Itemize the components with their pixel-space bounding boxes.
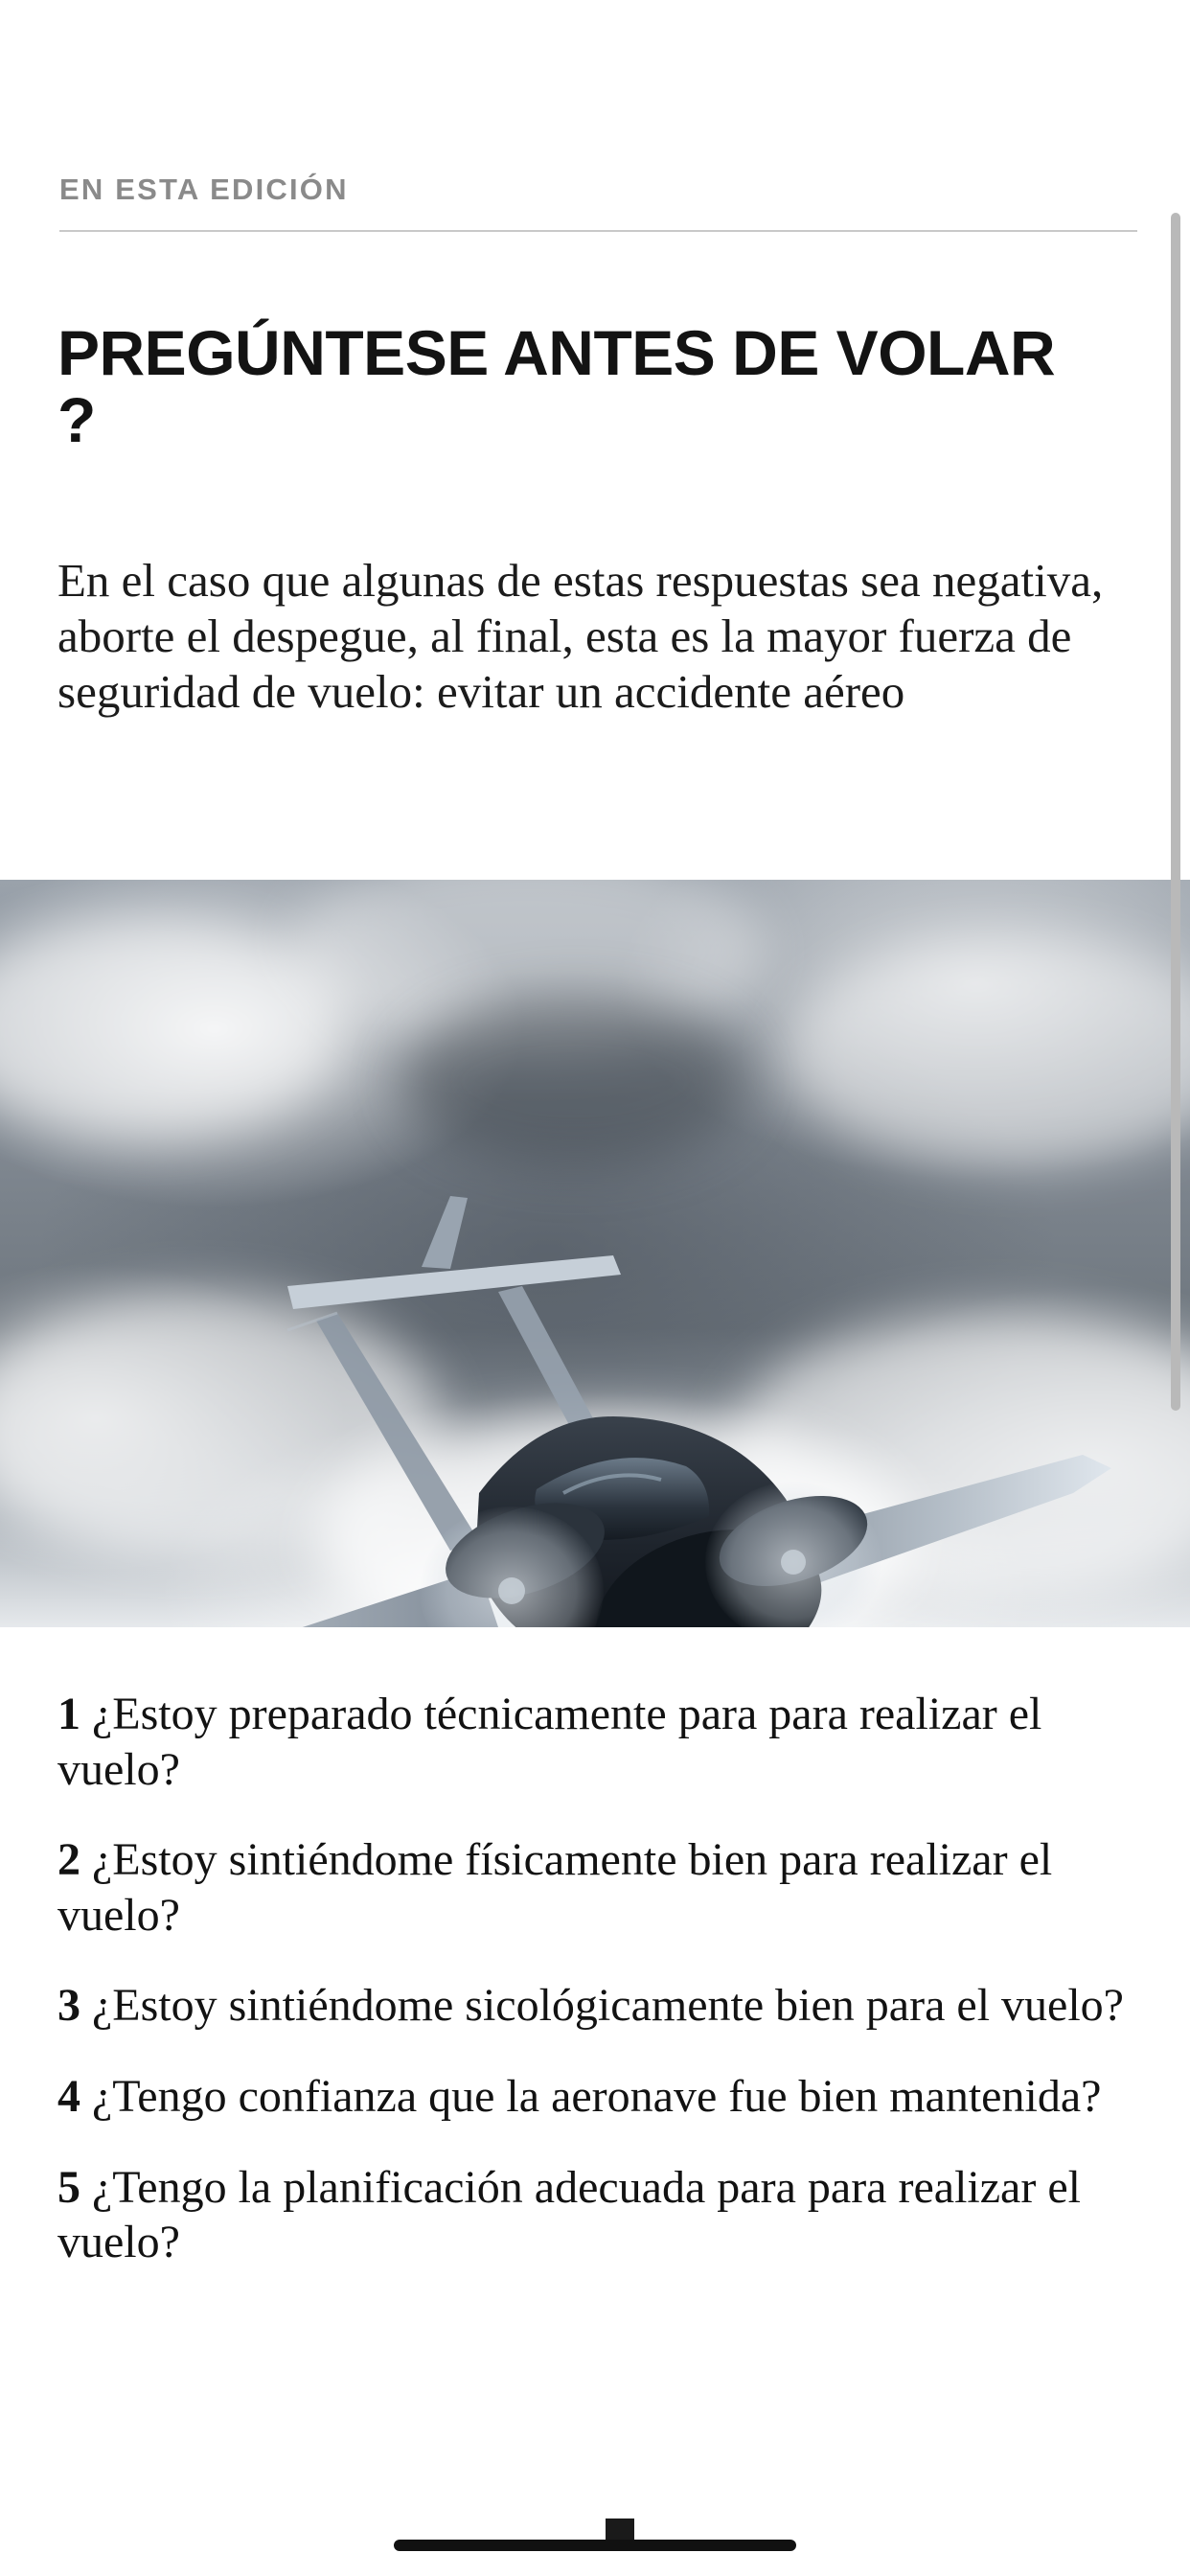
list-item [57, 1832, 1135, 1943]
list-item-text: ¿Estoy sintiéndome físicamente bien para realizar el vuelo? [57, 1834, 1053, 1941]
list-item-number: 2 [57, 1834, 80, 1886]
list-item-number: 4 [57, 2070, 80, 2122]
hero-image [0, 880, 1190, 1627]
article-standfirst: En el caso que algunas de estas respuestas sea negativa, aborte el despegue, al final, esta es la mayor fuerza de seguridad de vuelo: evitar un accidente aéreo [57, 554, 1104, 718]
section-kicker [59, 174, 1134, 204]
list-item [57, 1687, 1135, 1797]
list-item [57, 1978, 1135, 2034]
question-list [57, 1687, 1135, 2306]
list-item-text: ¿Estoy preparado técnicamente para para realizar el vuelo? [57, 1689, 1042, 1795]
list-item [57, 2069, 1135, 2125]
list-item-number: 5 [57, 2161, 80, 2213]
list-item-number: 1 [57, 1689, 80, 1739]
scrollbar-thumb[interactable] [1171, 213, 1180, 1411]
airplane-illustration [0, 880, 1190, 1627]
home-indicator[interactable] [394, 2540, 796, 2551]
kicker-divider [59, 230, 1137, 232]
list-item-text: ¿Estoy sintiéndome sicológicamente bien para el vuelo? [92, 1980, 1124, 2032]
list-item-text: ¿Tengo confianza que la aeronave fue bien mantenida? [92, 2070, 1102, 2122]
list-item-text: ¿Tengo la planificación adecuada para para realizar el vuelo? [57, 2161, 1081, 2268]
kicker-label: EN ESTA EDICIÓN [59, 172, 349, 206]
list-item [57, 2160, 1135, 2270]
list-item-number: 3 [57, 1980, 80, 2032]
page-title: PREGÚNTESE ANTES DE VOLAR ? [57, 317, 1056, 456]
